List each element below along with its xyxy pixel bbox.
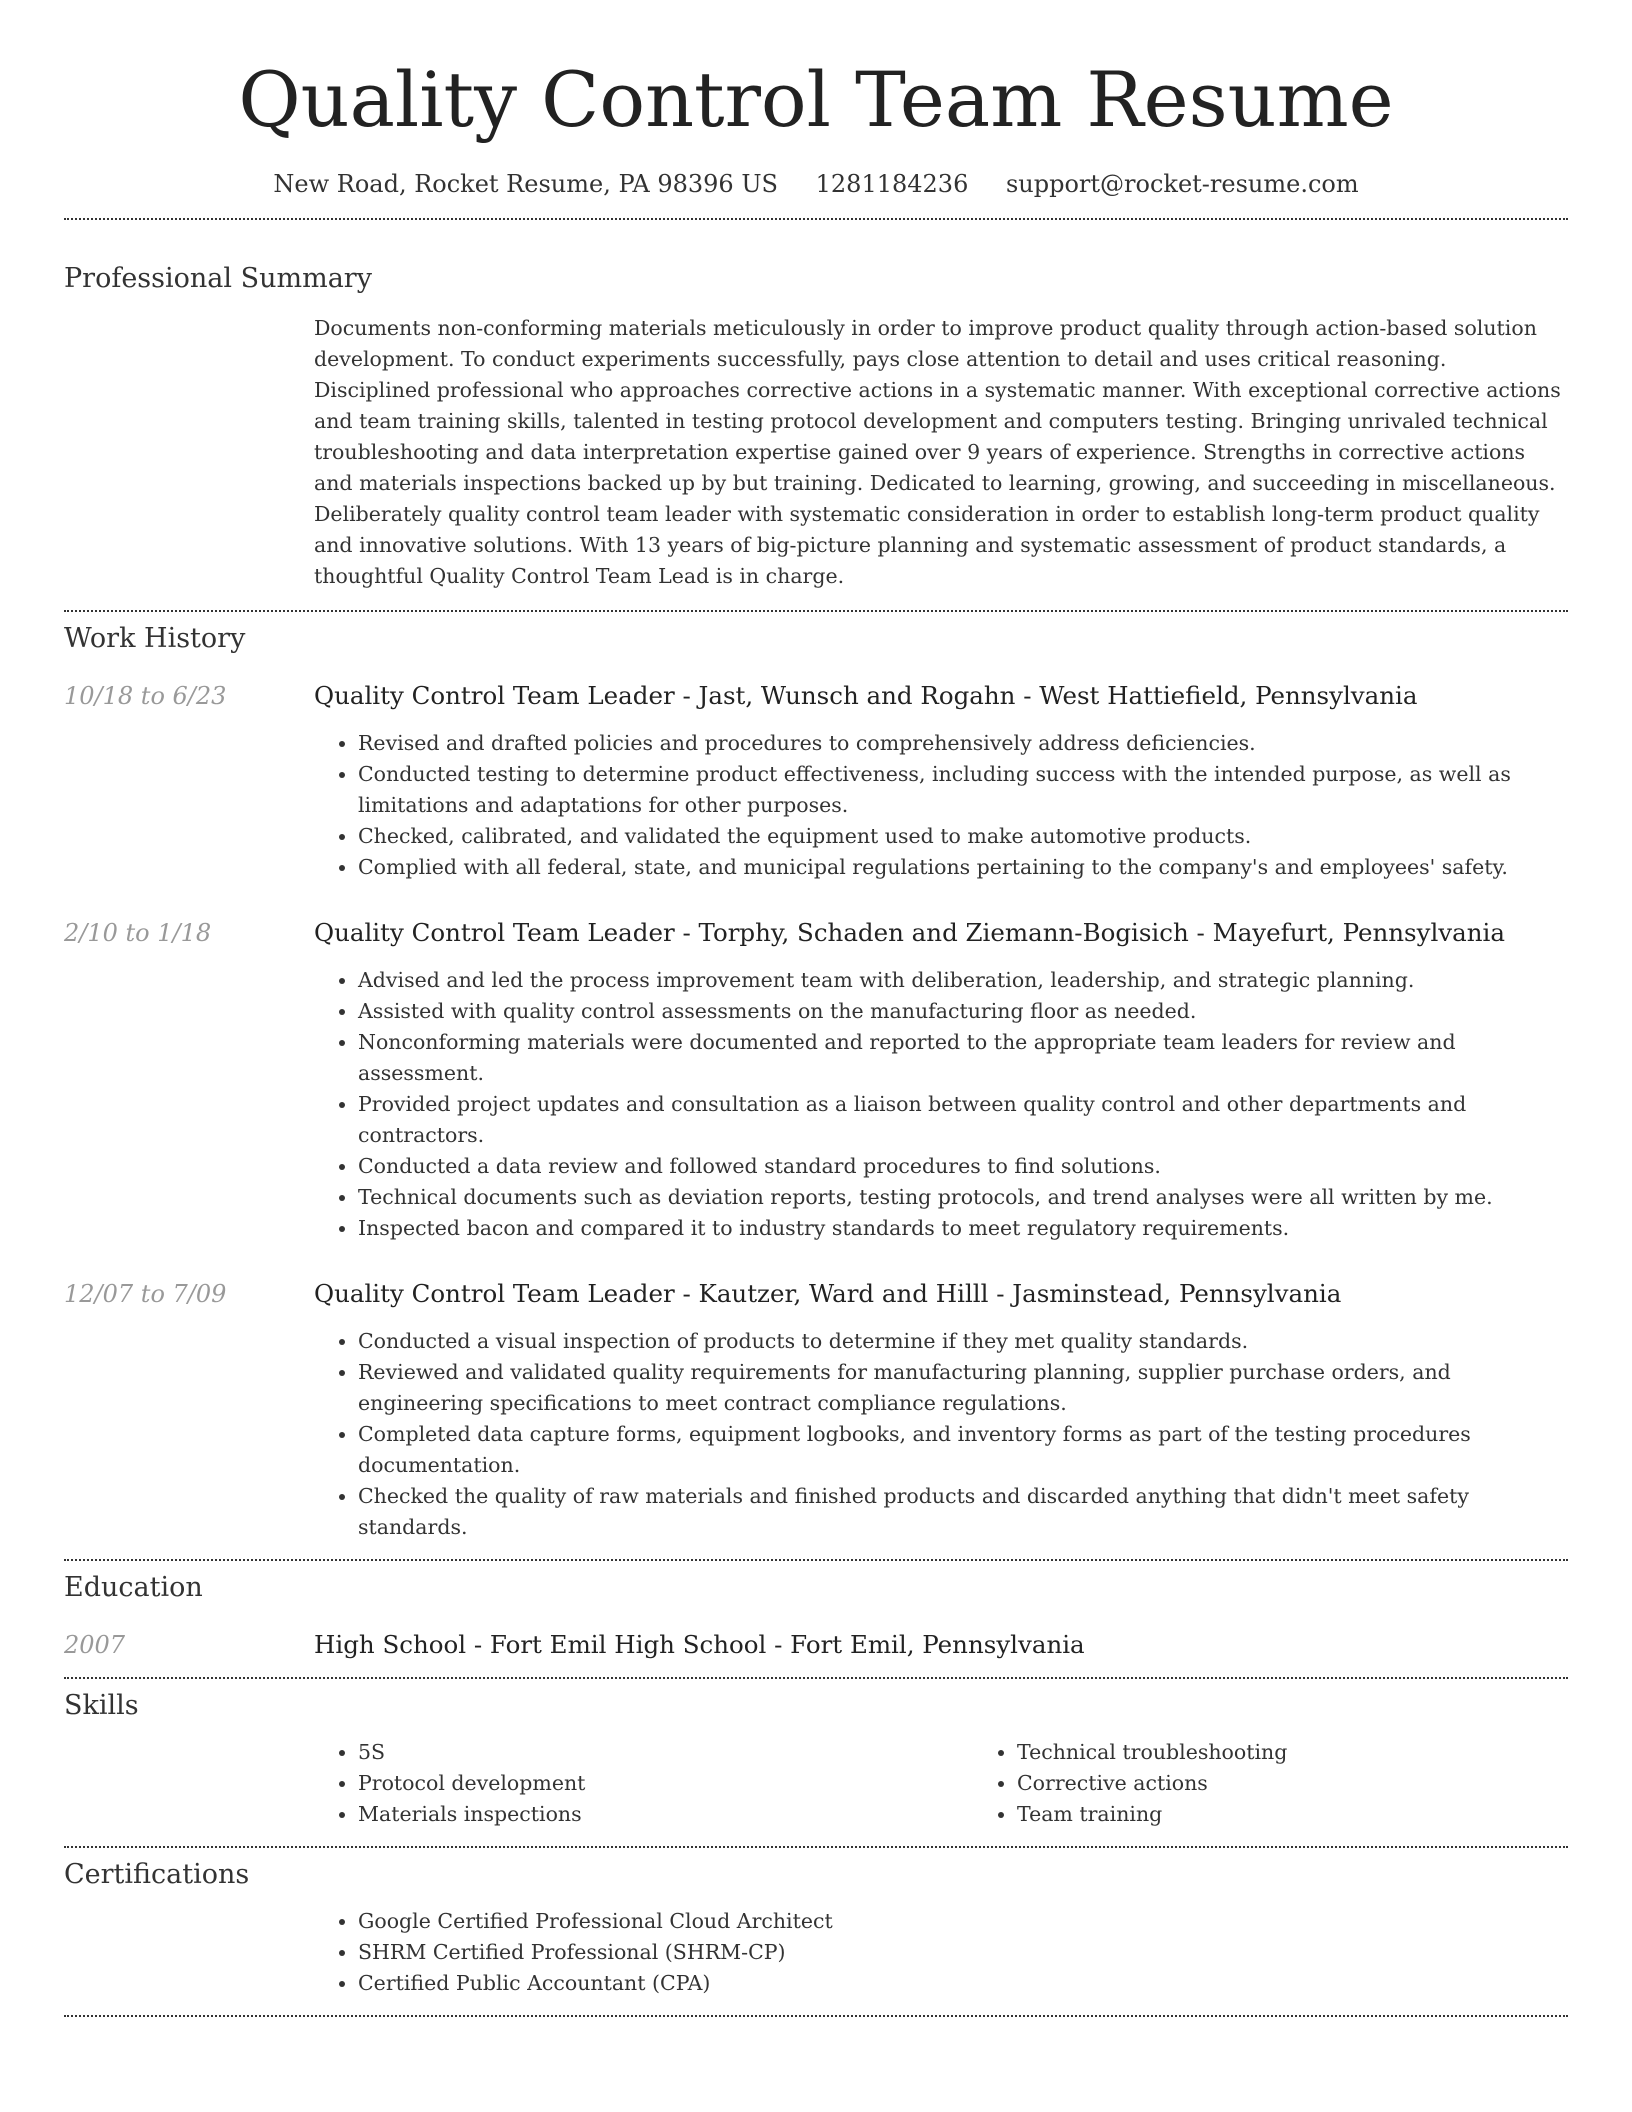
job-bullet: • Revised and drafted policies and procedures to comprehensively address deficiencies.: [358, 728, 1568, 759]
certification-item: • SHRM Certified Professional (SHRM-CP): [358, 1937, 1568, 1968]
job-bullets: [314, 965, 1568, 1244]
skill-item: • Protocol development: [358, 1768, 973, 1799]
job-bullet: • Provided project updates and consultation as a liaison between quality control and other departments and contractors.: [358, 1089, 1568, 1151]
skill-item: • Corrective actions: [1017, 1768, 1632, 1799]
job-bullet: • Assisted with quality control assessments on the manufacturing floor as needed.: [358, 996, 1568, 1027]
contact-phone: 1281184236: [815, 170, 969, 198]
certifications-heading: Certifications: [64, 1859, 250, 1890]
certification-item: • Google Certified Professional Cloud Architect: [358, 1906, 1568, 1937]
job-title: Quality Control Team Leader - Torphy, Schaden and Ziemann-Bogisich - Mayefurt, Pennsylvania: [314, 918, 1505, 947]
divider: [64, 1846, 1568, 1848]
job-bullet: • Conducted a visual inspection of products to determine if they met quality standards.: [358, 1326, 1568, 1357]
job-title: Quality Control Team Leader - Jast, Wunsch and Rogahn - West Hattiefield, Pennsylvania: [314, 681, 1418, 710]
divider: [64, 1559, 1568, 1561]
job-bullets: [314, 1326, 1568, 1543]
education-heading: Education: [64, 1572, 203, 1603]
skill-item: • Team training: [1017, 1799, 1632, 1830]
job-bullet: • Complied with all federal, state, and municipal regulations pertaining to the company's and employees' safety.: [358, 852, 1568, 883]
job-bullet: • Nonconforming materials were documented and reported to the appropriate team leaders for review and assessment.: [358, 1027, 1568, 1089]
contact-line: [64, 168, 1568, 200]
job-bullet: • Inspected bacon and compared it to industry standards to meet regulatory requirements.: [358, 1213, 1568, 1244]
skills-list-left: [314, 1737, 973, 1830]
certifications-list: [314, 1906, 1568, 1999]
job-entry: [64, 1278, 1568, 1310]
certifications-row: [64, 1906, 1568, 1999]
job-entry: [64, 680, 1568, 712]
job-bullet: • Technical documents such as deviation reports, testing protocols, and trend analyses were all written by me.: [358, 1182, 1568, 1213]
divider: [64, 218, 1568, 220]
education-entry: [64, 1629, 1568, 1661]
divider: [64, 610, 1568, 612]
summary-row: [64, 313, 1568, 592]
job-title: Quality Control Team Leader - Kautzer, Ward and Hilll - Jasminstead, Pennsylvania: [314, 1279, 1342, 1308]
contact-email: support@rocket-resume.com: [1005, 170, 1359, 198]
job-entry: [64, 917, 1568, 949]
skill-item: • Technical troubleshooting: [1017, 1737, 1632, 1768]
job-bullet: • Conducted testing to determine product effectiveness, including success with the intended purpose, as well as limitations and adaptations for other purposes.: [358, 759, 1568, 821]
job-bullet: • Checked the quality of raw materials and finished products and discarded anything that didn't meet safety standards.: [358, 1481, 1568, 1543]
certification-item: • Certified Public Accountant (CPA): [358, 1968, 1568, 1999]
work-heading: Work History: [64, 623, 246, 654]
skill-item: • 5S: [358, 1737, 973, 1768]
job-bullets-row: [64, 965, 1568, 1244]
education-school: High School - Fort Emil High School - Fort Emil, Pennsylvania: [314, 1630, 1085, 1659]
skills-list-right: [973, 1737, 1632, 1830]
summary-text: Documents non-conforming materials meticulously in order to improve product quality through action-based solution development. To conduct experiments successfully, pays close attention to detail and uses critical reasoning. Disciplined professional who approaches corrective actions in a systematic manner. With exceptional corrective actions and team training skills, talented in testing protocol development and computers testing. Bringing unrivaled technical troubleshooting and data interpretation expertise gained over 9 years of experience. Strengths in corrective actions and materials inspections backed up by but training. Dedicated to learning, growing, and succeeding in miscellaneous. Deliberately quality control team leader with systematic consideration in order to establish long-term product quality and innovative solutions. With 13 years of big-picture planning and systematic assessment of product standards, a thoughtful Quality Control Team Lead is in charge.: [314, 316, 1561, 588]
contact-address: New Road, Rocket Resume, PA 98396 US: [273, 170, 778, 198]
job-dates: 10/18 to 6/23: [64, 682, 227, 710]
education-year: 2007: [64, 1631, 126, 1659]
resume-title: Quality Control Team Resume: [238, 55, 1394, 144]
job-bullet: • Conducted a data review and followed standard procedures to find solutions.: [358, 1151, 1568, 1182]
divider: [64, 2015, 1568, 2017]
job-bullet: • Advised and led the process improvement team with deliberation, leadership, and strategic planning.: [358, 965, 1568, 996]
job-bullet: • Reviewed and validated quality requirements for manufacturing planning, supplier purchase orders, and engineering specifications to meet contract compliance regulations.: [358, 1357, 1568, 1419]
job-dates: 12/07 to 7/09: [64, 1280, 227, 1308]
job-bullets-row: [64, 728, 1568, 883]
skills-heading: Skills: [64, 1690, 139, 1721]
skills-row: [64, 1737, 1568, 1830]
job-bullets-row: [64, 1326, 1568, 1543]
job-bullets: [314, 728, 1568, 883]
skill-item: • Materials inspections: [358, 1799, 973, 1830]
summary-heading: Professional Summary: [64, 263, 372, 294]
divider: [64, 1677, 1568, 1679]
resume-page: [64, 0, 1568, 2017]
job-dates: 2/10 to 1/18: [64, 919, 212, 947]
job-bullet: • Checked, calibrated, and validated the equipment used to make automotive products.: [358, 821, 1568, 852]
job-bullet: • Completed data capture forms, equipment logbooks, and inventory forms as part of the testing procedures documentation.: [358, 1419, 1568, 1481]
